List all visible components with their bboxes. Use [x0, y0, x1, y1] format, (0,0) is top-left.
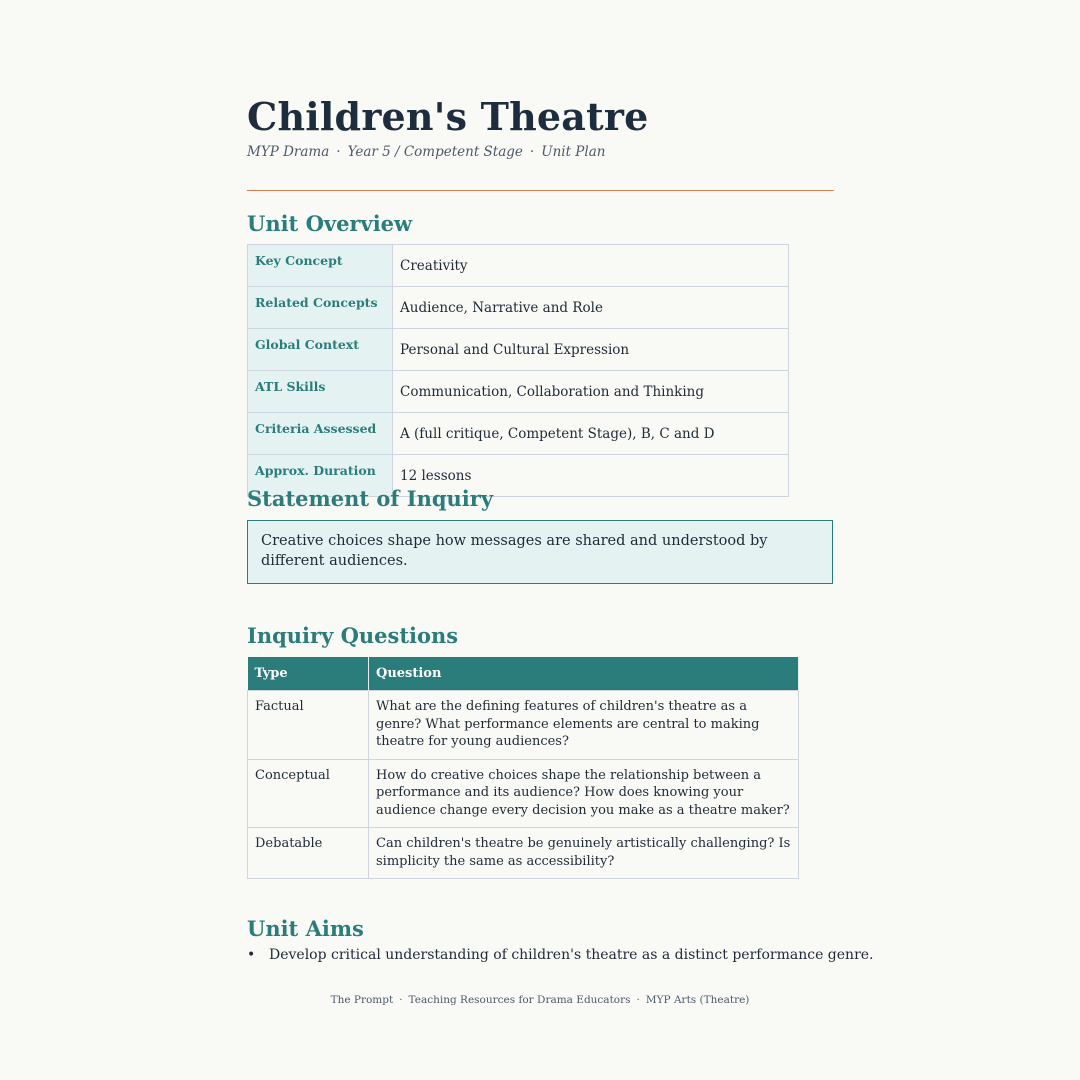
bullet-icon: • — [247, 947, 256, 963]
overview-key: Key Concept — [248, 245, 393, 287]
overview-key: Approx. Duration — [248, 455, 393, 497]
overview-value: Personal and Cultural Expression — [393, 329, 789, 371]
table-row — [248, 828, 799, 879]
table-row — [248, 759, 799, 828]
subtitle-separator: · — [529, 144, 535, 160]
table-header-row — [248, 657, 799, 691]
footer-brand: The Prompt — [330, 994, 394, 1006]
question-text: How do creative choices shape the relationship between a performance and its audience? How does knowing your audience change every decision you make as a theatre maker? — [369, 759, 799, 828]
list-item — [247, 947, 874, 963]
overview-value: A (full critique, Competent Stage), B, C and D — [393, 413, 789, 455]
overview-key: Global Context — [248, 329, 393, 371]
overview-value: 12 lessons — [393, 455, 789, 497]
question-text: What are the defining features of children's theatre as a genre? What performance elements are central to making theatre for young audiences? — [369, 691, 799, 760]
overview-key: Criteria Assessed — [248, 413, 393, 455]
section-heading-overview: Unit Overview — [247, 211, 413, 236]
statement-of-inquiry-box: Creative choices shape how messages are shared and understood by different audiences. — [247, 520, 833, 584]
question-type: Factual — [248, 691, 369, 760]
subtitle-year: Year 5 / Competent Stage — [347, 144, 523, 160]
aim-text: Develop critical understanding of children's theatre as a distinct performance genre. — [269, 947, 874, 963]
table-row — [248, 691, 799, 760]
footer-separator: · — [636, 994, 640, 1006]
footer-tagline: Teaching Resources for Drama Educators — [408, 994, 631, 1006]
column-header-question: Question — [369, 657, 799, 691]
section-heading-inquiry-questions: Inquiry Questions — [247, 623, 459, 648]
overview-key: Related Concepts — [248, 287, 393, 329]
subtitle-subject: MYP Drama — [247, 144, 330, 160]
subtitle-type: Unit Plan — [541, 144, 606, 160]
table-row — [248, 245, 789, 287]
unit-aims-list — [247, 947, 874, 963]
subtitle-separator: · — [336, 144, 341, 160]
table-row — [248, 413, 789, 455]
section-heading-aims: Unit Aims — [247, 916, 364, 941]
table-row — [248, 329, 789, 371]
footer-separator: · — [399, 994, 403, 1006]
overview-value: Creativity — [393, 245, 789, 287]
inquiry-questions-table — [247, 657, 799, 879]
overview-value: Audience, Narrative and Role — [393, 287, 789, 329]
unit-overview-table — [247, 244, 789, 497]
column-header-type: Type — [248, 657, 369, 691]
header-divider — [247, 190, 834, 191]
question-text: Can children's theatre be genuinely artistically challenging? Is simplicity the same as accessibility? — [369, 828, 799, 879]
page-title: Children's Theatre — [247, 94, 649, 139]
overview-value: Communication, Collaboration and Thinking — [393, 371, 789, 413]
overview-key: ATL Skills — [248, 371, 393, 413]
page-footer — [0, 994, 1080, 1006]
section-heading-statement: Statement of Inquiry — [247, 486, 494, 511]
footer-subject: MYP Arts (Theatre) — [645, 994, 750, 1006]
question-type: Conceptual — [248, 759, 369, 828]
question-type: Debatable — [248, 828, 369, 879]
table-row — [248, 287, 789, 329]
page-subtitle — [247, 144, 605, 160]
table-row — [248, 371, 789, 413]
